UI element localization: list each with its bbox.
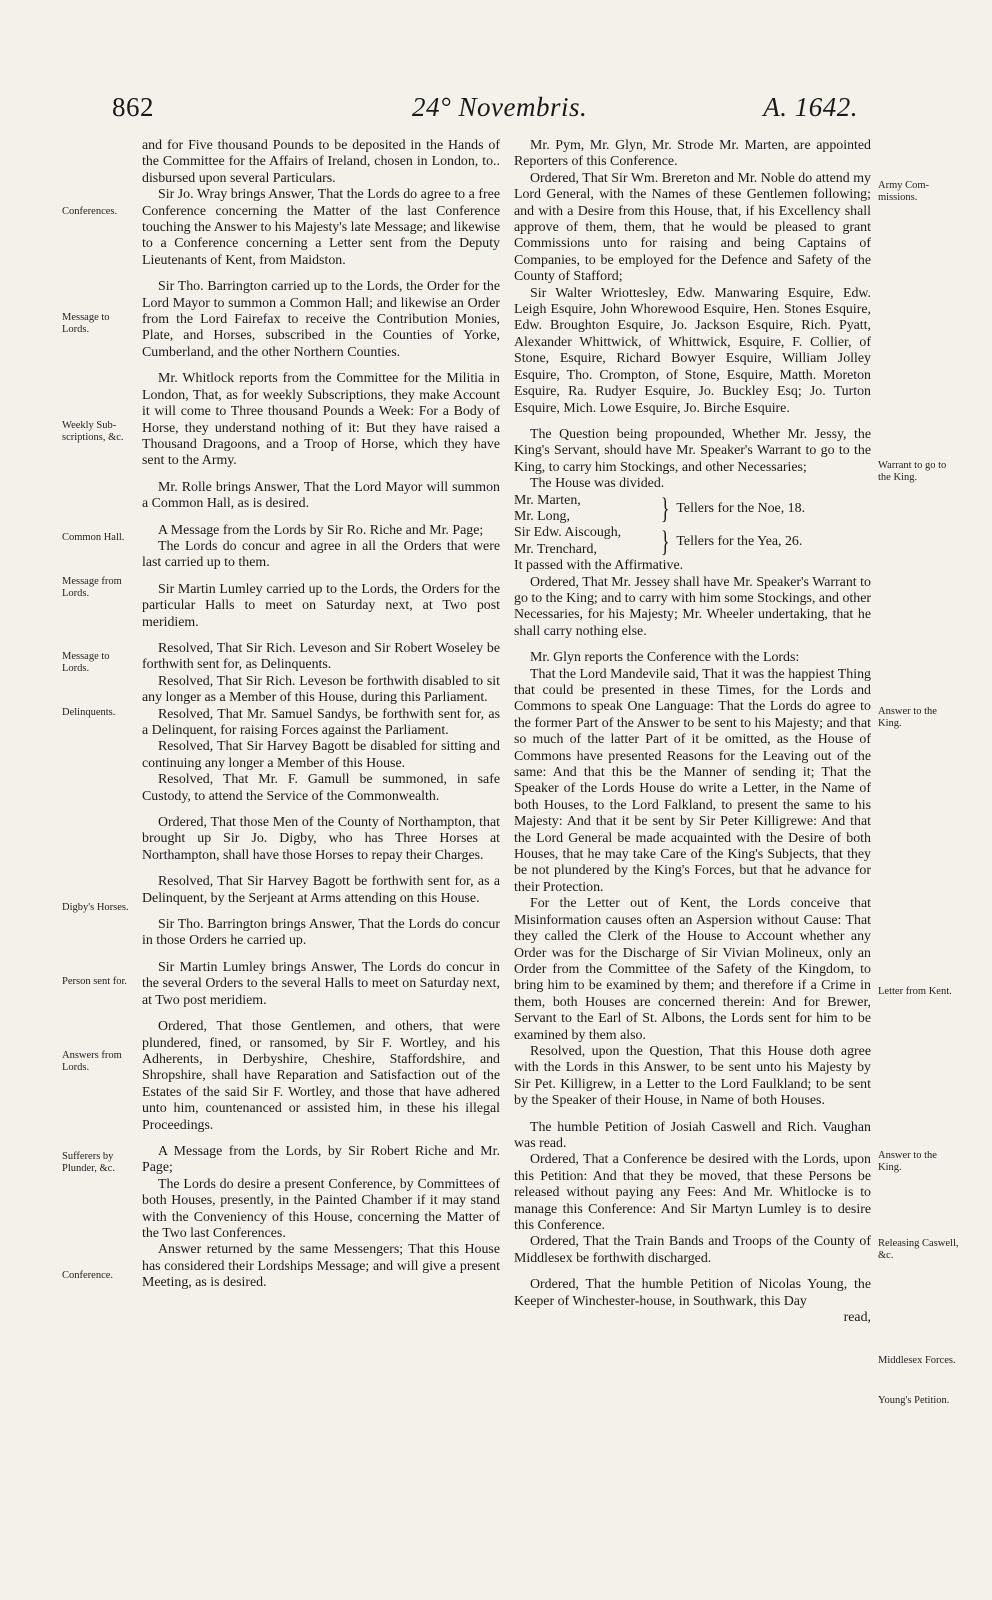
- paragraph: Resolved, That Sir Rich. Leveson be forthwith disabled to sit any longer as a Member of this House, during this Parliament.: [142, 673, 500, 706]
- paragraph: Sir Tho. Barrington brings Answer, That the Lords do concur in those Orders he carried up.: [142, 917, 500, 949]
- paragraph: A Message from the Lords by Sir Ro. Riche and Mr. Page;: [158, 522, 484, 538]
- paragraph: Ordered, That those Gentlemen, and others, that were plundered, fined, or ransomed, by Sir F. Wortley, and his Adherents, in Derbyshire, Cheshire, Staffordshire, and Shropshire, shall have Reparation and Satisfaction out of the Estates of the said Sir F. Wortley, and those that have adhered unto him, countenanced or assisted him, in these his illegal Proceedings.: [142, 1019, 500, 1133]
- catchword: read,: [843, 1310, 871, 1326]
- paragraph: It passed with the Affirmative.: [514, 558, 684, 574]
- paragraph: Sir Walter Wriottesley, Edw. Manwaring Esquire, Edw. Leigh Esquire, John Whorewood Esquire, Hen. Stones Esquire, Edw. Broughton Esquire, Jo. Jackson Esquire, Rich. Pyatt, Alexander Whittwick, of Whittwick, Esquire, F. Collier, of Stone, Esquire, Richard Bowyer Esquire, William Jolley Esquire, Tho. Crompton, of Stone, Esquire, Matth. Moreton Esquire, Ra. Rudyer Esquire, Jo. Buckley Esq; Jo. Turton Esquire, Mich. Lowe Esquire, Jo. Birche Esquire.: [514, 285, 871, 416]
- page-number: 862: [112, 92, 154, 122]
- brace-icon: }: [660, 491, 670, 525]
- paragraph: Sir Martin Lumley brings Answer, The Lords do concur in the several Orders to the several Halls to meet on Saturday next, at Two post meridiem.: [142, 959, 500, 1008]
- tellers-block: [514, 493, 871, 559]
- paragraph: Ordered, That those Men of the County of Northampton, that brought up Sir Jo. Digby, who has Three Horses at Northampton, shall have those Horses to repay their Charges.: [142, 815, 500, 863]
- page-date: 24° Novembris.: [412, 92, 588, 122]
- margin-note: Army Com-missions.: [878, 180, 930, 203]
- margin-note: Message to Lords.: [62, 312, 110, 335]
- margin-note: Answers from Lords.: [62, 1050, 122, 1073]
- paragraph: Ordered, That Sir Wm. Brereton and Mr. Noble do attend my Lord General, with the Names of these Gentlemen following; and with a Desire from this House, that, if his Excellency shall approve of them, them, that he would be pleased to grant Commissions unto for raising and being Captains of Companies, to be employed for the Defence and Safety of the County of Stafford;: [514, 170, 871, 285]
- paragraph: The House was divided.: [530, 476, 665, 492]
- paragraph: The Lords do desire a present Conference, by Committees of both Houses, presently, in the Painted Chamber if it may stand with the Conveniency of this House, concerning the Matter of the Two last Conferences.: [142, 1176, 500, 1241]
- margin-note: Digby's Horses.: [62, 902, 129, 913]
- paragraph: Resolved, That Mr. F. Gamull be summoned, in safe Custody, to attend the Service of the Commonwealth.: [142, 772, 500, 804]
- paragraph: Sir Jo. Wray brings Answer, That the Lords do agree to a free Conference concerning the Matter of the last Conference touching the Answer to his Majesty's late Message; and likewise to a Conference concerning a Letter sent from the Deputy Lieutenants of Kent, from Maidston.: [142, 187, 500, 268]
- paragraph: Mr. Glyn reports the Conference with the Lords:: [530, 650, 800, 666]
- margin-note: Person sent for.: [62, 976, 128, 987]
- paragraph: Resolved, That Mr. Samuel Sandys, be forthwith sent for, as a Delinquent, for raising Forces against the Parliament.: [142, 706, 500, 738]
- margin-note: Message to Lords.: [62, 651, 110, 674]
- paragraph: Resolved, upon the Question, That this House doth agree with the Lords in this Answer, to be sent unto his Majesty by Sir Pet. Killigrew, in a Letter to the Lord Faulkland; to be sent by the Speaker of their House, in Name of both Houses.: [514, 1043, 871, 1109]
- margin-note: Young's Petition.: [878, 1395, 950, 1406]
- teller-name: Sir Edw. Aiscough,: [514, 525, 622, 541]
- margin-note: Message from Lords.: [62, 576, 122, 599]
- paragraph: Answer returned by the same Messengers; That this House has considered their Lordships Message; and will give a present Meeting, as is desired.: [142, 1242, 500, 1291]
- margin-note: Common Hall.: [62, 532, 125, 543]
- right-column: [514, 138, 871, 1326]
- tellers-label: Tellers for the Noe, 18.: [676, 500, 806, 516]
- page-header: [112, 92, 858, 126]
- margin-note: Sufferers by Plunder, &c.: [62, 1151, 115, 1174]
- teller-name: Mr. Marten,: [514, 492, 581, 508]
- margin-note: Delinquents.: [62, 707, 116, 718]
- margin-note: Answer to the King.: [878, 706, 937, 729]
- paragraph: Mr. Rolle brings Answer, That the Lord Mayor will summon a Common Hall, as is desired.: [142, 479, 500, 512]
- paragraph: Mr. Pym, Mr. Glyn, Mr. Strode Mr. Marten, are appointed Reporters of this Conference.: [514, 138, 871, 170]
- paragraph: Mr. Whitlock reports from the Committee for the Militia in London, That, as for weekly Subscriptions, they make Account it will come to Three thousand Pounds a Week: For a Body of Horse, they understand nothing of it: But they have raised a Thousand Dragoons, and a Troop of Horse, which they have sent to the Army.: [142, 371, 500, 469]
- paragraph: The humble Petition of Josiah Caswell and Rich. Vaughan was read.: [514, 1119, 871, 1151]
- margin-note: Warrant to go to the King.: [878, 460, 947, 483]
- paragraph: The Lords do concur and agree in all the Orders that were last carried up to them.: [142, 538, 500, 571]
- paragraph: For the Letter out of Kent, the Lords conceive that Misinformation causes often an Aspersion without Cause: That they called the Clerk of the House to Account whether any Order was for the Discharge of Sir Vivian Molineux, only an Order from the Committee of the Safety of the Kingdom, to bring him to be examined by them; and therefore if a Crime in them, both Houses are concerned therein: And for Brewer, Servant to the Earl of St. Albons, the Lords sent for him to be examined by them also.: [514, 896, 871, 1043]
- margin-note: Weekly Sub-scriptions, &c.: [62, 420, 124, 443]
- paragraph: The Question being propounded, Whether Mr. Jessy, the King's Servant, should have Mr. Speaker's Warrant to go to the King, to carry him Stockings, and other Necessaries;: [514, 426, 871, 475]
- paragraph: Ordered, That Mr. Jessey shall have Mr. Speaker's Warrant to go to the King; and to carry with him some Stockings, and other Necessaries, for his Majesty; Mr. Wheeler undertaking, that he shall carry nothing else.: [514, 574, 871, 639]
- teller-name: Mr. Long,: [514, 508, 570, 524]
- margin-note: Releasing Caswell, &c.: [878, 1238, 959, 1261]
- paragraph: Sir Tho. Barrington carried up to the Lords, the Order for the Lord Mayor to summon a Common Hall; and likewise an Order from the Lord Fairefax to receive the Contribution Monies, Plate, and Horses, subscribed in the Counties of Yorke, Cumberland, and the other Northern Counties.: [142, 279, 500, 360]
- paragraph: and for Five thousand Pounds to be deposited in the Hands of the Committee for the Affairs of Ireland, chosen in London, to.. disbursed upon several Particulars.: [142, 138, 500, 186]
- margin-note: Letter from Kent.: [878, 986, 952, 997]
- margin-note: Answer to the King.: [878, 1150, 937, 1173]
- paragraph: Ordered, That the Train Bands and Troops of the County of Middlesex be forthwith discharged.: [514, 1234, 871, 1266]
- tellers-label: Tellers for the Yea, 26.: [676, 533, 803, 549]
- paragraph: Sir Martin Lumley carried up to the Lords, the Orders for the particular Halls to meet on Saturday next, at Two post meridiem.: [142, 581, 500, 630]
- paragraph: A Message from the Lords, by Sir Robert Riche and Mr. Page;: [142, 1143, 500, 1176]
- margin-note: Conference.: [62, 1270, 114, 1281]
- paragraph: Resolved, That Sir Harvey Bagott be disabled for sitting and continuing any longer a Member of this House.: [142, 739, 500, 771]
- paragraph: Resolved, That Sir Rich. Leveson and Sir Robert Woseley be forthwith sent for, as Delinquents.: [142, 640, 500, 673]
- paragraph: That the Lord Mandevile said, That it was the happiest Thing that could be presented in these Times, for the Lords and Commons to speak One Language: That the Lords do agree to the former Part of the Answer to be sent to his Majesty; and that so much of the latter Part of it be omitted, as the House of Commons have presented Reasons for the Leaving out of the same: And that this be the Manner of sending it; That the Speaker of the Lords House do write a Letter, in the Name of both Houses, to the Lord Falkland, to present the same to his Majesty: And that it be sent by Sir Peter Killigrewe: And that the Lord General be made acquainted with the Desire of both Houses, that he may take Care of the King's Subjects, that they be not plundered by the King's Forces, but that he advance for their Protection.: [514, 666, 871, 895]
- teller-name: Mr. Trenchard,: [514, 541, 597, 557]
- paragraph: Ordered, That a Conference be desired with the Lords, upon this Petition: And that they be moved, that these Persons be released without paying any Fees: And Mr. Whitlocke is to manage this Conference: And Sir Martyn Lumley is to desire this Conference.: [514, 1152, 871, 1233]
- page-year: A. 1642.: [763, 92, 858, 122]
- margin-note: Middlesex Forces.: [878, 1355, 956, 1366]
- paragraph: Resolved, That Sir Harvey Bagott be forthwith sent for, as a Delinquent, by the Serjeant at Arms attending on this House.: [142, 874, 500, 906]
- left-column: [142, 138, 500, 1292]
- paragraph: Ordered, That the humble Petition of Nicolas Young, the Keeper of Winchester-house, in Southwark, this Day: [514, 1277, 871, 1309]
- brace-icon: }: [660, 524, 670, 558]
- margin-note: Conferences.: [62, 206, 118, 217]
